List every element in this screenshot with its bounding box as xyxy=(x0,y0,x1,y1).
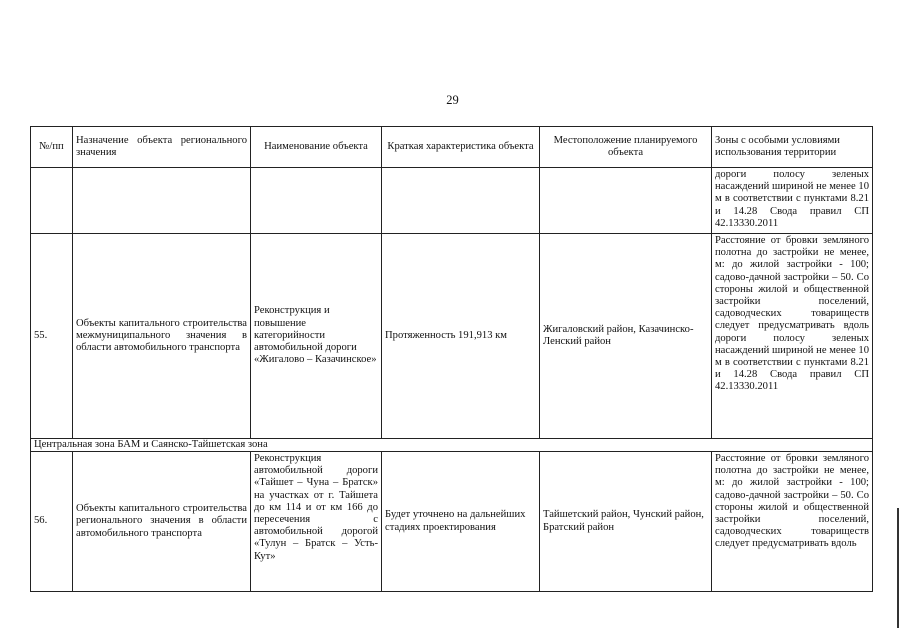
header-location: Местоположение планируемого объекта xyxy=(540,127,712,168)
cell-purpose: Объекты капитального строительства межмуниципального значения в области автомобильного транспорта xyxy=(73,234,251,439)
table-row-56 xyxy=(31,452,873,592)
header-zones: Зоны с особыми условиями использования территории xyxy=(712,127,873,168)
cell-characteristic: Протяженность 191,913 км xyxy=(382,234,540,439)
cell-zones: Расстояние от бровки земляного полотна до застройки не менее, м: до жилой застройки - 100; садово-дачной застройки – 50. Со стороны жилой и общественной застройки поселений, садоводческих товариществ следует предусматривать вдоль дороги полосу зеленых насаждений шириной не менее 10 м в соответствии с пунктами 8.21 и 14.28 Свода правил СП 42.13330.2011 xyxy=(712,234,873,439)
cell-characteristic: Будет уточнено на дальнейших стадиях проектирования xyxy=(382,452,540,592)
table-zone-header-row xyxy=(31,439,873,452)
cell-name: Реконструкция автомобильной дороги «Тайшет – Чуна – Братск» на участках от г. Тайшета до км 114 и от км 166 до пересечения с автомобильной дорогой «Тулун – Братск – Усть-Кут» xyxy=(251,452,382,592)
cell-name xyxy=(251,168,382,234)
table-row-55 xyxy=(31,234,873,439)
objects-table xyxy=(30,126,873,592)
cell-location: Тайшетский район, Чунский район, Братский район xyxy=(540,452,712,592)
cell-location xyxy=(540,168,712,234)
cell-zones: дороги полосу зеленых насаждений шириной не менее 10 м в соответствии с пунктами 8.21 и 14.28 Свода правил СП 42.13330.2011 xyxy=(712,168,873,234)
cell-purpose: Объекты капитального строительства регионального значения в области автомобильного транспорта xyxy=(73,452,251,592)
cell-num xyxy=(31,168,73,234)
page-number: 29 xyxy=(446,93,459,107)
cell-num: 56. xyxy=(31,452,73,592)
cell-zones: Расстояние от бровки земляного полотна до застройки не менее, м: до жилой застройки - 100; садово-дачной застройки – 50. Со стороны жилой и общественной застройки поселений, садоводческих товариществ следует предусматривать вдоль xyxy=(712,452,873,592)
header-characteristic: Краткая характеристика объекта xyxy=(382,127,540,168)
table-header-row xyxy=(31,127,873,168)
cell-location: Жигаловский район, Казачинско-Ленский район xyxy=(540,234,712,439)
cell-characteristic xyxy=(382,168,540,234)
header-name: Наименование объекта xyxy=(251,127,382,168)
header-purpose: Назначение объекта регионального значения xyxy=(73,127,251,168)
table-row-continuation xyxy=(31,168,873,234)
cell-name: Реконструкция и повышение категорийности автомобильной дороги «Жигалово – Казачинское» xyxy=(251,234,382,439)
cell-purpose xyxy=(73,168,251,234)
zone-header: Центральная зона БАМ и Саянско-Тайшетская зона xyxy=(31,439,873,452)
header-num: №/пп xyxy=(31,127,73,168)
scan-edge-mark xyxy=(897,508,899,628)
cell-num: 55. xyxy=(31,234,73,439)
